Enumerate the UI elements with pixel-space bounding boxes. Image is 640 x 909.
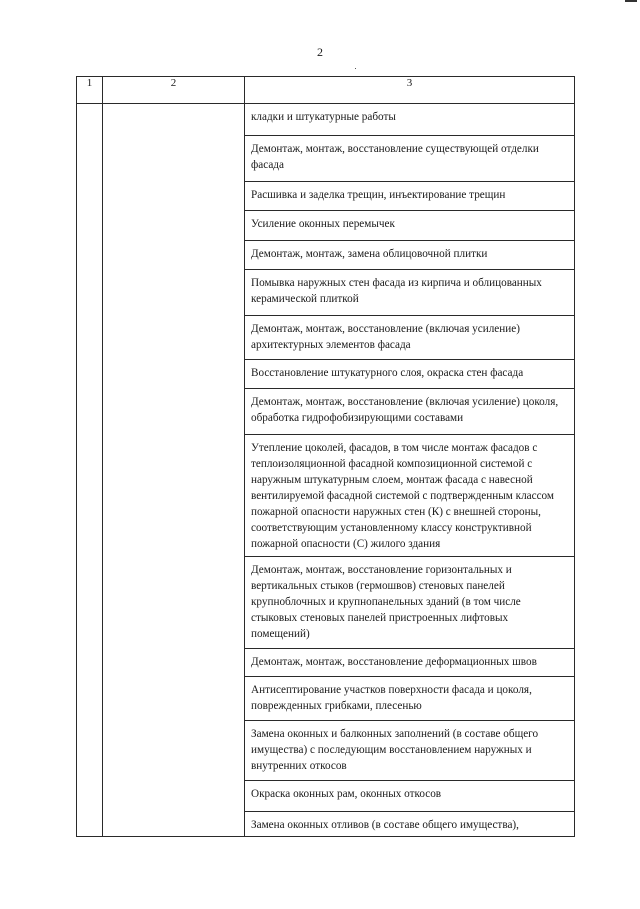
work-item: Помывка наружных стен фасада из кирпича и облицованных керамической плиткой xyxy=(245,270,574,316)
works-table xyxy=(76,76,575,837)
scan-speck xyxy=(355,68,356,69)
column-header-3: 3 xyxy=(245,77,575,104)
work-item: Антисептирование участков поверхности фасада и цоколя, поврежденных грибками, плесенью xyxy=(245,677,574,721)
work-item: Демонтаж, монтаж, восстановление (включая усиление) архитектурных элементов фасада xyxy=(245,316,574,360)
work-item: Демонтаж, монтаж, восстановление существующей отделки фасада xyxy=(245,136,574,182)
work-item: Утепление цоколей, фасадов, в том числе монтаж фасадов с теплоизоляционной фасадной композиционной системой с наружным штукатурным слоем, монтаж фасада с навесной вентилируемой фасадной системой с подтвержденным классом пожарной опасности наружных стен (К) с внешней стороны, соответствующим установленному классу конструктивной пожарной опасности (С) жилого здания xyxy=(245,435,574,557)
column-3-cell xyxy=(245,104,575,837)
work-item: Восстановление штукатурного слоя, окраска стен фасада xyxy=(245,360,574,389)
work-item: Демонтаж, монтаж, восстановление горизонтальных и вертикальных стыков (гермошвов) стеновых панелей крупноблочных и крупнопанельных зданий (в том числе стыковых стеновых панелей пристроенных лифтовых помещений) xyxy=(245,557,574,649)
work-item: Замена оконных отливов (в составе общего имущества), xyxy=(251,819,519,831)
table-header-row xyxy=(77,77,575,104)
work-item: Расшивка и заделка трещин, инъектирование трещин xyxy=(245,182,574,211)
page-number: 2 xyxy=(317,45,323,59)
table-body-row xyxy=(77,104,575,837)
column-header-2: 2 xyxy=(103,77,245,104)
work-item: кладки и штукатурные работы xyxy=(245,104,574,136)
work-item: Усиление оконных перемычек xyxy=(245,211,574,241)
column-1-cell xyxy=(77,104,103,837)
work-item: Окраска оконных рам, оконных откосов xyxy=(245,781,574,812)
work-item: Демонтаж, монтаж, восстановление (включая усиление) цоколя, обработка гидрофобизирующими составами xyxy=(245,389,574,435)
work-item: Замена оконных и балконных заполнений (в составе общего имущества) с последующим восстановлением наружных и внутренних откосов xyxy=(245,721,574,781)
scan-edge-mark xyxy=(625,0,637,2)
column-header-1: 1 xyxy=(77,77,103,104)
column-2-cell xyxy=(103,104,245,837)
work-item: Демонтаж, монтаж, замена облицовочной плитки xyxy=(245,241,574,270)
work-item: Демонтаж, монтаж, восстановление деформационных швов xyxy=(245,649,574,677)
